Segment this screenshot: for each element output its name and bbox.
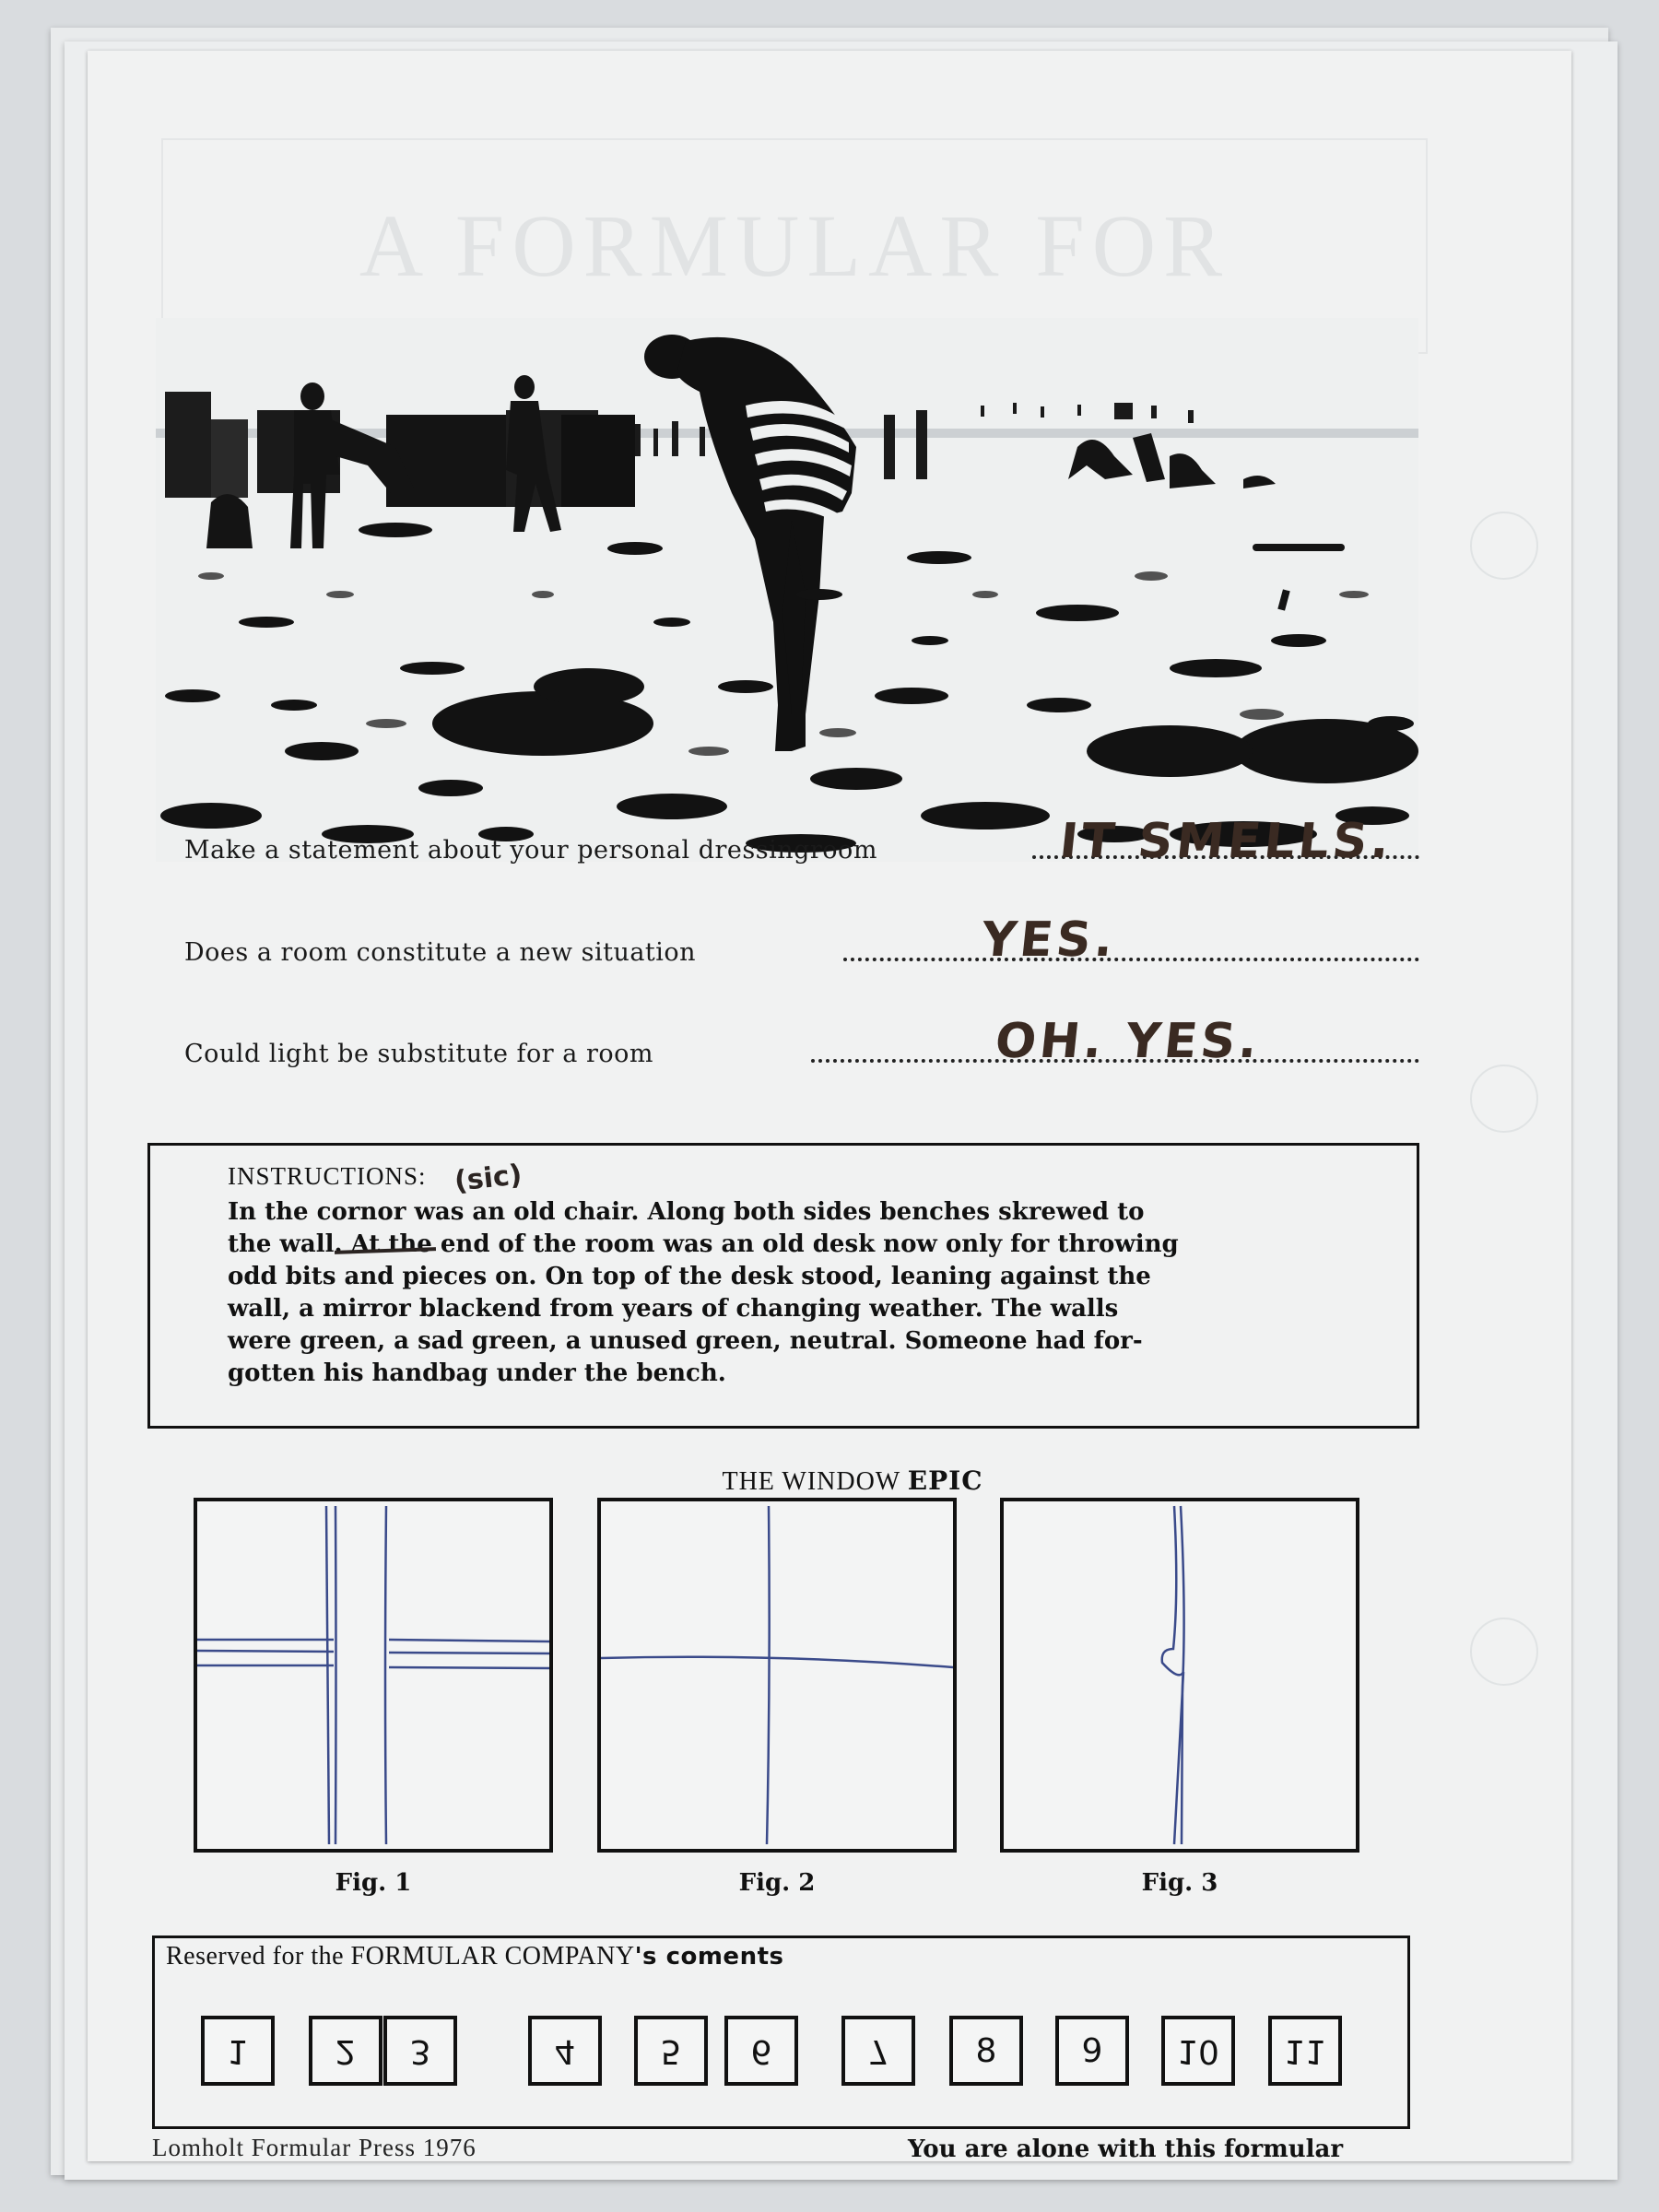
instructions-box [147, 1143, 1419, 1429]
instructions-title: INSTRUCTIONS: [228, 1162, 427, 1190]
figure-1-window[interactable] [194, 1498, 553, 1853]
show-through-circle [1470, 512, 1538, 580]
figure-2-label: Fig. 2 [738, 1869, 816, 1897]
instructions-body: In the cornor was an old chair. Along both sides benches skrewed to the wall. At the end of the room was an old desk now only for throwing odd bits and pieces on. On top of the desk stood, leaning against the wall, a mirror blackend from years of changing weather. The walls were green, a sad green, a unused green, neutral. Someone had for- gotten his handbag under the bench. [228, 1198, 1179, 1387]
comments-title: Reserved for the FORMULAR COMPANY's coments [166, 1942, 784, 1971]
comment-box-9[interactable]: 9 [1055, 2016, 1129, 2086]
beach-photo [156, 318, 1418, 862]
formular-page [88, 51, 1571, 2161]
publisher-credit: Lomholt Formular Press 1976 [152, 2134, 477, 2161]
figure-3-label: Fig. 3 [1141, 1869, 1218, 1897]
comment-box-6[interactable]: 6 [724, 2016, 798, 2086]
question-2-prompt: Does a room constitute a new situation [184, 938, 697, 967]
show-through-title: A FORMULAR FOR [161, 138, 1428, 354]
comment-box-4[interactable]: 4 [528, 2016, 602, 2086]
question-3-prompt: Could light be substitute for a room [184, 1040, 653, 1068]
show-through-circle [1470, 1065, 1538, 1133]
comment-box-8[interactable]: 8 [949, 2016, 1023, 2086]
question-2 [184, 938, 1419, 967]
comment-box-5[interactable]: 5 [634, 2016, 708, 2086]
comment-box-10[interactable]: 10 [1161, 2016, 1235, 2086]
answer-1-handwritten: IT SMELLS. [1056, 814, 1396, 869]
figure-1-label: Fig. 1 [335, 1869, 412, 1897]
sic-annotation: (sic) [453, 1159, 524, 1198]
figure-3-window[interactable] [1000, 1498, 1359, 1853]
comment-box-11[interactable]: 11 [1268, 2016, 1342, 2086]
answer-2-handwritten: YES. [978, 912, 1120, 968]
comment-box-7[interactable]: 7 [841, 2016, 915, 2086]
window-epic-title: THE WINDOW EPIC [722, 1465, 983, 1496]
company-comments-box [152, 1936, 1410, 2129]
question-1-prompt: Make a statement about your personal dressingroom [184, 836, 877, 865]
comment-box-2[interactable]: 2 [309, 2016, 382, 2086]
comment-box-1[interactable]: 1 [201, 2016, 275, 2086]
footer-tagline: You are alone with this formular [908, 2136, 1344, 2163]
answer-3-handwritten: OH. YES. [992, 1014, 1265, 1069]
answer-line[interactable] [843, 958, 1419, 961]
show-through-circle [1470, 1618, 1538, 1686]
figure-2-window[interactable] [597, 1498, 957, 1853]
comment-box-3[interactable]: 3 [383, 2016, 457, 2086]
